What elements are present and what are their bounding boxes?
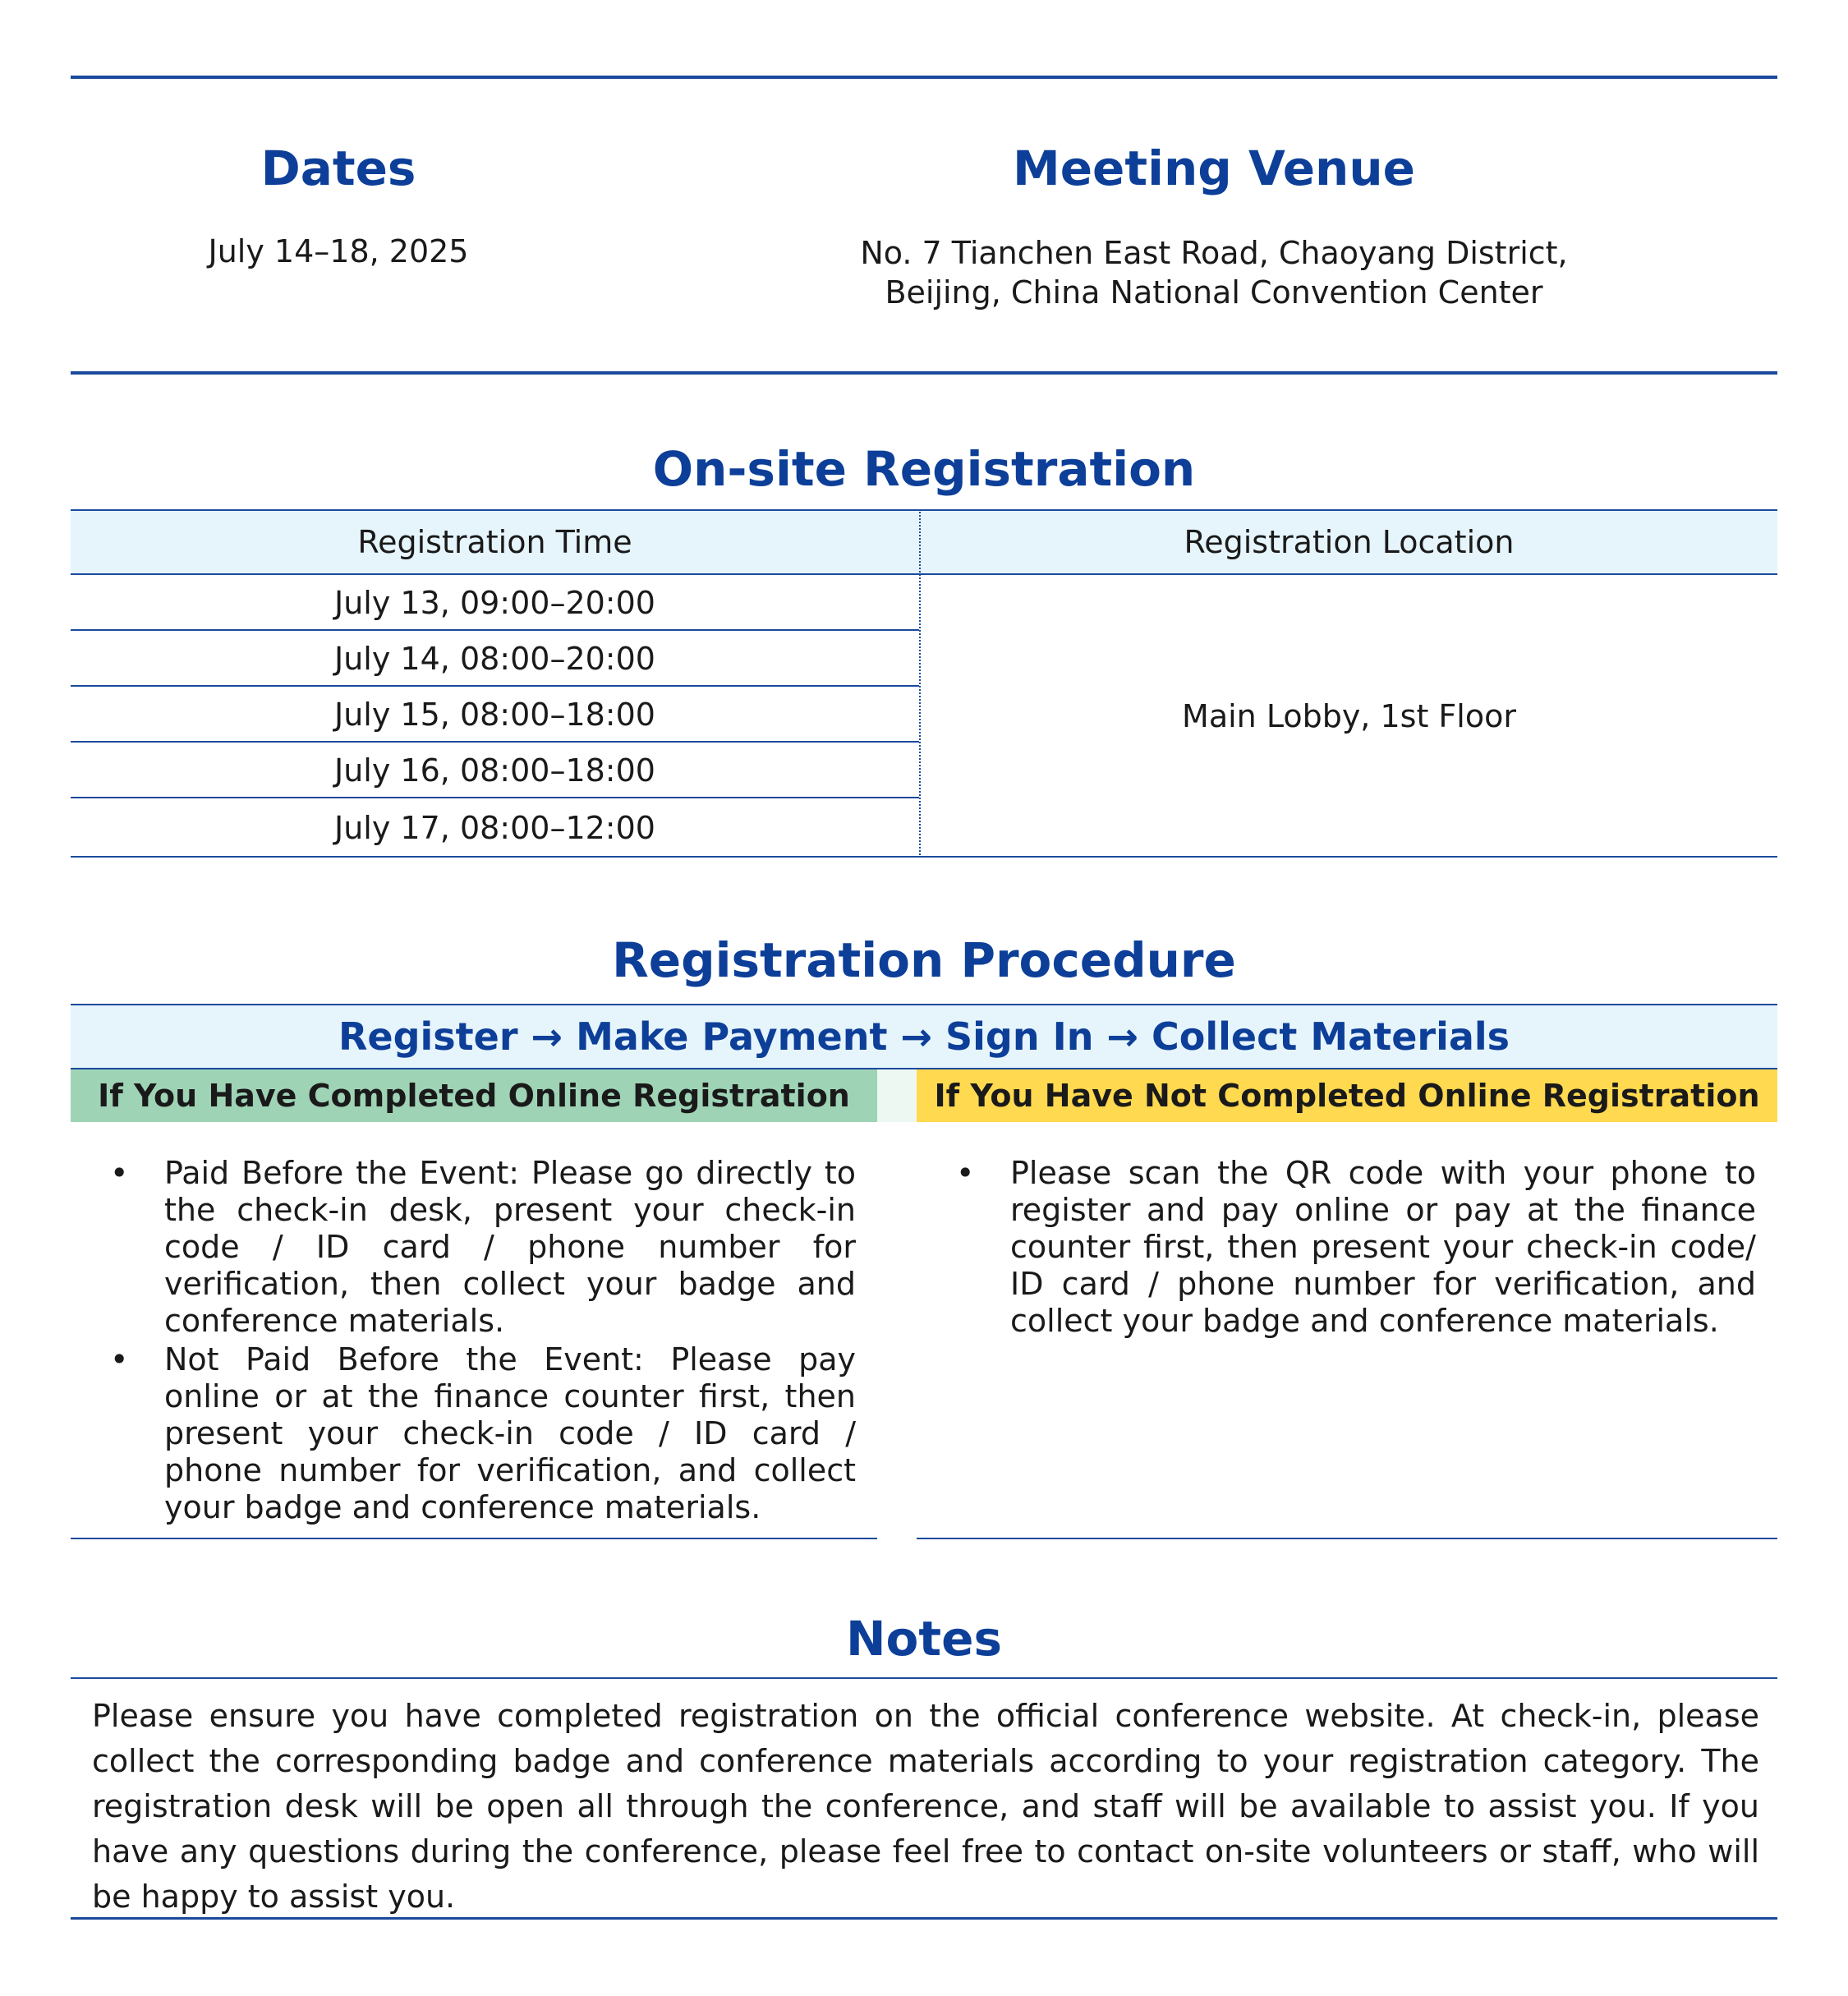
table-row: July 16, 08:00–18:00 (71, 743, 919, 798)
venue-line-2: Beijing, China National Convention Center (885, 274, 1543, 310)
table-row: July 14, 08:00–20:00 (71, 631, 919, 687)
table-row: July 13, 09:00–20:00 (71, 575, 919, 631)
completed-online-column (71, 1122, 877, 1539)
list-item: • Paid Before the Event: Please go directly to the check-in desk, present your check-in code / ID card / phone number for verification, then collect your badge and conference materials. (110, 1155, 856, 1339)
top-rule (71, 76, 1777, 79)
completed-online-list (71, 1155, 856, 1526)
venue-line-1: No. 7 Tianchen East Road, Chaoyang District, (860, 235, 1568, 271)
procedure-flow-bar: Register → Make Payment → Sign In → Collect Materials (71, 1004, 1777, 1069)
column-divider (919, 509, 921, 858)
notes-text: Please ensure you have completed registration on the official conference website. At check-in, please collect the corresponding badge and conference materials according to your registration category. The registration desk will be open all through the conference, and staff will be available to assist you. If you have any questions during the conference, please feel free to contact on-site volunteers or staff, who will be happy to assist you. (92, 1698, 1759, 1915)
venue-title: Meeting Venue (1013, 140, 1415, 196)
table-header-row (71, 509, 1777, 575)
completed-online-heading: If You Have Completed Online Registration (71, 1069, 877, 1122)
table-row: July 15, 08:00–18:00 (71, 687, 919, 743)
registration-location-cell: Main Lobby, 1st Floor (921, 575, 1777, 858)
not-completed-online-column (917, 1122, 1777, 1539)
dates-value: July 14–18, 2025 (208, 233, 469, 269)
registration-schedule-table (71, 509, 1777, 858)
bullet-icon: • (956, 1155, 975, 1191)
onsite-registration-title: On-site Registration (652, 441, 1196, 497)
list-item: • Not Paid Before the Event: Please pay online or at the finance counter first, then present your check-in code / ID card / phone number for verification, and collect your badge and conference materials. (110, 1341, 856, 1525)
registration-procedure-title: Registration Procedure (612, 932, 1236, 988)
notes-top-rule (71, 1677, 1777, 1679)
dates-title: Dates (260, 140, 416, 196)
table-row: July 17, 08:00–12:00 (71, 798, 919, 858)
notes-bottom-rule (71, 1917, 1777, 1920)
bullet-icon: • (110, 1155, 129, 1191)
column-header-time: Registration Time (357, 524, 632, 560)
notes-title: Notes (846, 1611, 1002, 1667)
list-item: • Please scan the QR code with your phone to register and pay online or pay at the finance counter first, then present your check-in code/ ID card / phone number for verification, and collect your badge and conference materials. (956, 1155, 1756, 1339)
heading-gap (877, 1069, 917, 1122)
column-header-location: Registration Location (1184, 524, 1515, 560)
header-bottom-rule (71, 371, 1777, 375)
not-completed-online-heading: If You Have Not Completed Online Registration (917, 1069, 1777, 1122)
bullet-icon: • (110, 1341, 129, 1377)
not-completed-online-list (917, 1155, 1756, 1340)
